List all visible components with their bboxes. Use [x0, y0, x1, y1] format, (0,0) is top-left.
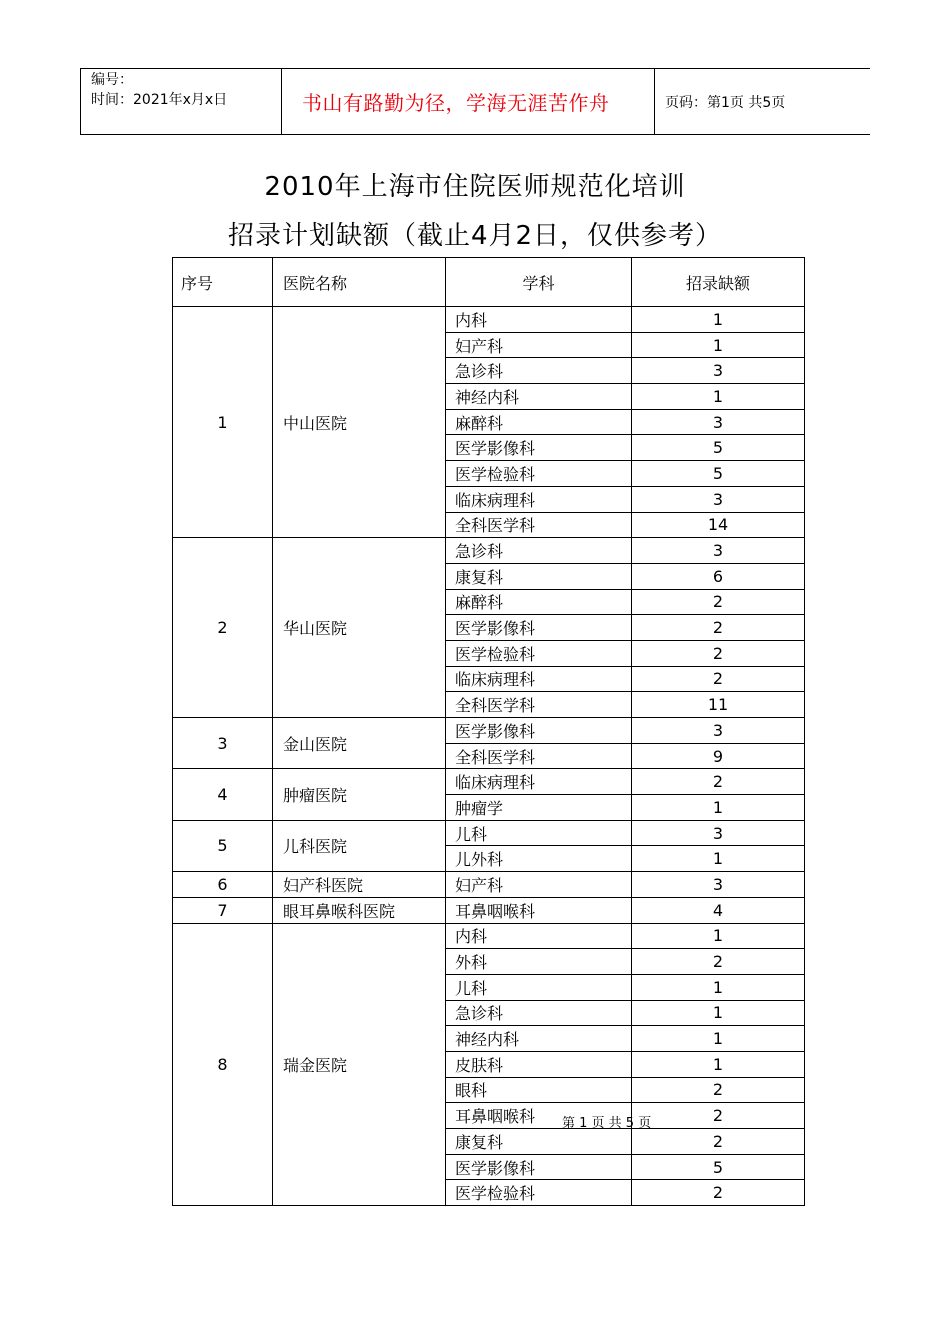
table-row: [173, 872, 805, 898]
dept-cell: 麻醉科: [446, 409, 632, 435]
dept-cell: 全科医学科: [446, 692, 632, 718]
table-row: [173, 923, 805, 949]
header-seq: 序号: [173, 258, 273, 307]
count-cell: 6: [632, 563, 805, 589]
count-cell: 4: [632, 897, 805, 923]
dept-cell: 医学影像科: [446, 1154, 632, 1180]
dept-cell: 神经内科: [446, 1026, 632, 1052]
count-cell: 1: [632, 974, 805, 1000]
hospital-cell: 中山医院: [273, 307, 446, 538]
dept-cell: 神经内科: [446, 384, 632, 410]
hospital-cell: 眼耳鼻喉科医院: [273, 897, 446, 923]
dept-cell: 耳鼻咽喉科: [446, 1103, 632, 1129]
count-cell: 2: [632, 1103, 805, 1129]
dept-cell: 皮肤科: [446, 1051, 632, 1077]
seq-cell: 2: [173, 538, 273, 718]
header-dept: 学科: [446, 258, 632, 307]
seq-cell: 4: [173, 769, 273, 820]
recruitment-table: [172, 257, 805, 1206]
count-cell: 5: [632, 435, 805, 461]
count-cell: 9: [632, 743, 805, 769]
dept-cell: 妇产科: [446, 332, 632, 358]
count-cell: 1: [632, 846, 805, 872]
page-footer: 第 1 页 共 5 页: [562, 1116, 652, 1131]
count-cell: 3: [632, 820, 805, 846]
count-cell: 3: [632, 538, 805, 564]
count-cell: 1: [632, 795, 805, 821]
seq-cell: 1: [173, 307, 273, 538]
dept-cell: 康复科: [446, 563, 632, 589]
dept-cell: 临床病理科: [446, 666, 632, 692]
page-title-line1: 2010年上海市住院医师规范化培训: [264, 172, 686, 202]
count-cell: 5: [632, 461, 805, 487]
table-row: [173, 897, 805, 923]
count-cell: 1: [632, 332, 805, 358]
count-cell: 1: [632, 384, 805, 410]
count-cell: 2: [632, 1180, 805, 1206]
hospital-cell: 瑞金医院: [273, 923, 446, 1206]
table-header-row: [173, 258, 805, 307]
table-row: [173, 769, 805, 795]
dept-cell: 康复科: [446, 1129, 632, 1155]
header-motto: 书山有路勤为径，学海无涯苦作舟: [282, 69, 655, 134]
number-label: 编号：: [91, 72, 133, 88]
hospital-cell: 金山医院: [273, 718, 446, 769]
dept-cell: 儿外科: [446, 846, 632, 872]
dept-cell: 眼科: [446, 1077, 632, 1103]
dept-cell: 儿科: [446, 974, 632, 1000]
seq-cell: 5: [173, 820, 273, 871]
dept-cell: 急诊科: [446, 1000, 632, 1026]
count-cell: 11: [632, 692, 805, 718]
count-cell: 3: [632, 486, 805, 512]
table-row: [173, 307, 805, 333]
dept-cell: 耳鼻咽喉科: [446, 897, 632, 923]
dept-cell: 急诊科: [446, 358, 632, 384]
count-cell: 14: [632, 512, 805, 538]
count-cell: 2: [632, 1129, 805, 1155]
count-cell: 2: [632, 589, 805, 615]
count-cell: 1: [632, 307, 805, 333]
count-cell: 3: [632, 409, 805, 435]
hospital-cell: 儿科医院: [273, 820, 446, 871]
dept-cell: 肿瘤学: [446, 795, 632, 821]
dept-cell: 内科: [446, 923, 632, 949]
seq-cell: 7: [173, 897, 273, 923]
dept-cell: 医学影像科: [446, 435, 632, 461]
dept-cell: 临床病理科: [446, 486, 632, 512]
count-cell: 5: [632, 1154, 805, 1180]
dept-cell: 医学检验科: [446, 1180, 632, 1206]
dept-cell: 妇产科: [446, 872, 632, 898]
hospital-cell: 肿瘤医院: [273, 769, 446, 820]
dept-cell: 全科医学科: [446, 512, 632, 538]
count-cell: 1: [632, 1026, 805, 1052]
table-row: [173, 538, 805, 564]
dept-cell: 全科医学科: [446, 743, 632, 769]
dept-cell: 临床病理科: [446, 769, 632, 795]
dept-cell: 医学影像科: [446, 718, 632, 744]
hospital-cell: 妇产科医院: [273, 872, 446, 898]
dept-cell: 医学影像科: [446, 615, 632, 641]
dept-cell: 儿科: [446, 820, 632, 846]
table-row: [173, 820, 805, 846]
dept-cell: 医学检验科: [446, 461, 632, 487]
dept-cell: 麻醉科: [446, 589, 632, 615]
header-hospital: 医院名称: [273, 258, 446, 307]
count-cell: 2: [632, 640, 805, 666]
count-cell: 3: [632, 718, 805, 744]
count-cell: 1: [632, 1051, 805, 1077]
dept-cell: 外科: [446, 949, 632, 975]
count-cell: 2: [632, 769, 805, 795]
count-cell: 2: [632, 1077, 805, 1103]
dept-cell: 内科: [446, 307, 632, 333]
count-cell: 3: [632, 872, 805, 898]
header-meta: [81, 69, 282, 134]
header-count: 招录缺额: [632, 258, 805, 307]
dept-cell: 医学检验科: [446, 640, 632, 666]
header-page-info: 页码：第1页 共5页: [665, 94, 786, 111]
seq-cell: 3: [173, 718, 273, 769]
dept-cell: 急诊科: [446, 538, 632, 564]
count-cell: 2: [632, 949, 805, 975]
date-label: 时间：2021年x月x日: [91, 92, 228, 108]
count-cell: 3: [632, 358, 805, 384]
seq-cell: 8: [173, 923, 273, 1206]
document-header: [80, 68, 870, 135]
count-cell: 2: [632, 615, 805, 641]
count-cell: 1: [632, 923, 805, 949]
hospital-cell: 华山医院: [273, 538, 446, 718]
page-title-line2: 招录计划缺额（截止4月2日，仅供参考）: [227, 221, 723, 251]
count-cell: 2: [632, 666, 805, 692]
table-row: [173, 718, 805, 744]
seq-cell: 6: [173, 872, 273, 898]
count-cell: 1: [632, 1000, 805, 1026]
